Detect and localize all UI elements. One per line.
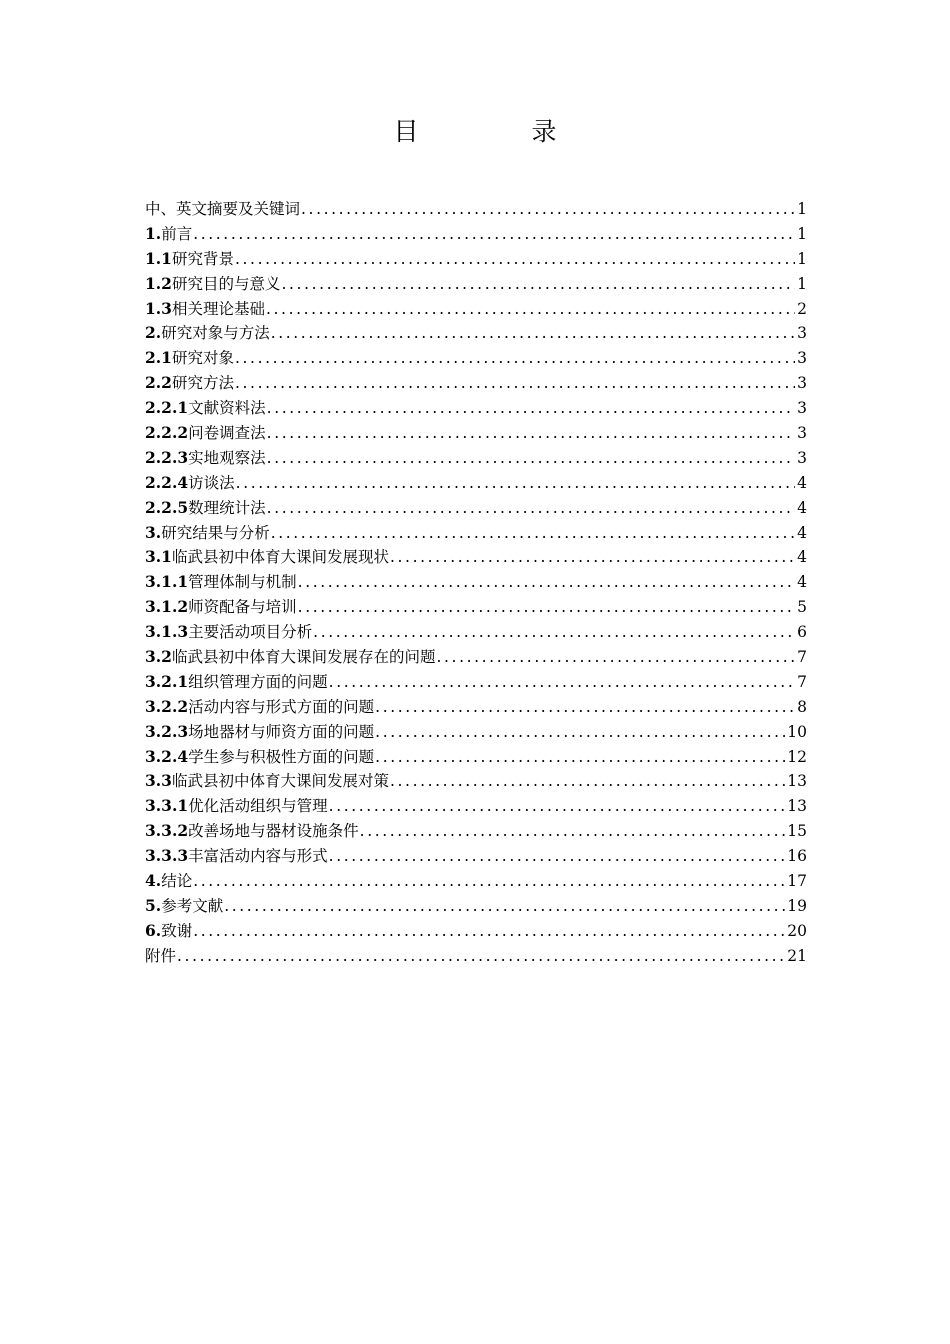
toc-entry-page-number: 4 (797, 473, 807, 492)
toc-entry-page-number: 13 (787, 772, 807, 791)
toc-dot-leader (193, 869, 785, 894)
toc-dot-leader (267, 446, 795, 471)
toc-dot-leader (436, 645, 795, 670)
toc-entry-page-number: 4 (797, 523, 807, 542)
toc-dot-leader (375, 695, 795, 720)
toc-entry-number: 1.3 (145, 298, 172, 318)
toc-entry-label: 研究结果与分析 (161, 523, 270, 542)
toc-entry-number: 3.1.2 (145, 597, 189, 617)
toc-dot-leader (329, 670, 795, 695)
toc-entry-page-number: 3 (797, 448, 807, 467)
toc-entry[interactable] (145, 919, 807, 944)
toc-entry-page-number: 19 (787, 896, 807, 915)
toc-dot-leader (271, 521, 795, 546)
toc-entry-label: 数理统计法 (188, 498, 266, 517)
toc-entry[interactable] (145, 944, 807, 969)
toc-entry-label: 改善场地与器材设施条件 (188, 822, 359, 841)
toc-entry[interactable] (145, 745, 807, 770)
toc-entry-number: 2.2.5 (145, 497, 189, 517)
toc-dot-leader (235, 346, 795, 371)
toc-entry-label: 附件 (145, 946, 177, 965)
toc-entry[interactable] (145, 222, 807, 247)
toc-dot-leader (390, 769, 785, 794)
toc-dot-leader (298, 595, 795, 620)
toc-entry-label: 中、英文摘要及关键词 (145, 200, 301, 218)
toc-entry-page-number: 1 (797, 249, 807, 268)
toc-entry-number: 2. (145, 323, 162, 343)
toc-entry-label: 主要活动项目分析 (188, 623, 313, 642)
toc-entry-page-number: 13 (787, 797, 807, 816)
toc-entry-number: 4. (145, 871, 162, 891)
toc-dot-leader (360, 819, 786, 844)
toc-entry-page-number: 21 (787, 946, 807, 965)
toc-dot-leader (281, 272, 795, 297)
toc-entry-page-number: 4 (797, 573, 807, 592)
toc-entry-label: 实地观察法 (188, 448, 266, 467)
toc-dot-leader (267, 496, 795, 521)
toc-entry-number: 2.1 (145, 348, 172, 368)
toc-entry-page-number: 16 (787, 847, 807, 866)
toc-dot-leader (267, 421, 795, 446)
toc-entry[interactable] (145, 869, 807, 894)
toc-dot-leader (224, 894, 785, 919)
toc-entry-page-number: 8 (797, 697, 807, 716)
table-of-contents (145, 197, 807, 969)
toc-entry-number: 3.2.1 (145, 671, 189, 691)
toc-entry-page-number: 2 (797, 299, 807, 318)
toc-entry-page-number: 1 (797, 274, 807, 293)
toc-entry-label: 访谈法 (188, 473, 235, 492)
toc-entry-label: 研究目的与意义 (171, 274, 281, 293)
toc-entry-label: 参考文献 (161, 896, 224, 915)
toc-entry-number: 3. (145, 522, 162, 542)
toc-title: 目 录 (393, 117, 601, 146)
toc-entry-page-number: 10 (787, 722, 807, 741)
toc-entry-number: 3.2.4 (145, 746, 189, 766)
toc-entry-number: 3.1.1 (145, 572, 189, 592)
toc-entry[interactable] (145, 371, 807, 396)
toc-entry[interactable] (145, 446, 807, 471)
toc-dot-leader (235, 247, 795, 272)
toc-entry-label: 临武县初中体育大课间发展存在的问题 (171, 648, 436, 667)
toc-entry[interactable] (145, 521, 807, 546)
toc-entry-number: 2.2.4 (145, 472, 189, 492)
toc-entry-page-number: 3 (797, 324, 807, 343)
toc-entry-page-number: 3 (797, 424, 807, 443)
toc-entry-page-number: 7 (797, 648, 807, 667)
toc-entry[interactable] (145, 695, 807, 720)
toc-entry-number: 1.2 (145, 273, 172, 293)
toc-entry[interactable] (145, 620, 807, 645)
toc-entry-number: 3.3 (145, 771, 172, 791)
toc-dot-leader (375, 745, 785, 770)
toc-entry-number: 3.3.1 (145, 796, 189, 816)
toc-entry-label: 研究对象 (171, 349, 234, 368)
toc-dot-leader (266, 297, 795, 322)
toc-entry[interactable] (145, 570, 807, 595)
toc-dot-leader (177, 944, 785, 969)
toc-dot-leader (298, 570, 795, 595)
toc-entry-page-number: 7 (797, 672, 807, 691)
toc-entry-page-number: 3 (797, 374, 807, 393)
toc-dot-leader (301, 197, 795, 222)
toc-entry-label: 相关理论基础 (171, 299, 265, 318)
toc-entry-number: 1. (145, 223, 162, 243)
toc-entry[interactable] (145, 819, 807, 844)
toc-dot-leader (329, 844, 786, 869)
toc-entry[interactable] (145, 645, 807, 670)
toc-entry-label: 管理体制与机制 (188, 573, 297, 592)
toc-dot-leader (193, 919, 785, 944)
toc-entry-number: 3.2 (145, 647, 172, 667)
toc-entry[interactable] (145, 396, 807, 421)
toc-entry-label: 研究方法 (171, 374, 234, 393)
toc-entry-label: 结论 (161, 872, 193, 891)
toc-entry-page-number: 3 (797, 349, 807, 368)
toc-entry-page-number: 15 (787, 822, 807, 841)
toc-entry[interactable] (145, 545, 807, 570)
toc-entry-number: 5. (145, 895, 162, 915)
toc-entry[interactable] (145, 321, 807, 346)
toc-entry-label: 研究背景 (171, 249, 234, 268)
toc-entry-number: 3.3.2 (145, 821, 189, 841)
toc-entry-number: 2.2 (145, 373, 172, 393)
toc-entry-number: 2.2.2 (145, 423, 189, 443)
toc-entry[interactable] (145, 670, 807, 695)
toc-entry-number: 3.2.2 (145, 696, 189, 716)
toc-entry[interactable] (145, 471, 807, 496)
toc-entry-label: 场地器材与师资方面的问题 (188, 722, 375, 741)
toc-dot-leader (390, 545, 795, 570)
toc-entry-page-number: 1 (797, 224, 807, 243)
toc-entry[interactable] (145, 247, 807, 272)
toc-entry[interactable] (145, 894, 807, 919)
toc-entry[interactable] (145, 595, 807, 620)
toc-entry-label: 研究对象与方法 (161, 324, 270, 343)
toc-dot-leader (375, 720, 785, 745)
toc-entry-label: 组织管理方面的问题 (188, 672, 328, 691)
toc-entry-label: 临武县初中体育大课间发展对策 (171, 772, 389, 791)
toc-entry-label: 活动内容与形式方面的问题 (188, 697, 375, 716)
toc-entry[interactable] (145, 272, 807, 297)
toc-entry-label: 前言 (161, 224, 193, 243)
toc-entry-page-number: 12 (787, 747, 807, 766)
toc-entry-page-number: 3 (797, 399, 807, 418)
toc-entry-number: 3.3.3 (145, 846, 189, 866)
toc-entry-label: 文献资料法 (188, 399, 266, 418)
toc-entry-number: 2.2.3 (145, 447, 189, 467)
toc-entry-page-number: 6 (797, 623, 807, 642)
toc-entry-label: 学生参与积极性方面的问题 (188, 747, 375, 766)
toc-entry[interactable] (145, 421, 807, 446)
toc-entry-number: 3.2.3 (145, 721, 189, 741)
toc-entry-number: 1.1 (145, 248, 172, 268)
toc-entry[interactable] (145, 197, 807, 222)
toc-entry-page-number: 1 (797, 200, 807, 218)
toc-entry[interactable] (145, 496, 807, 521)
toc-entry[interactable] (145, 794, 807, 819)
toc-dot-leader (271, 321, 795, 346)
toc-entry-label: 致谢 (161, 921, 193, 940)
toc-entry[interactable] (145, 297, 807, 322)
toc-dot-leader (235, 371, 795, 396)
toc-entry-label: 优化活动组织与管理 (188, 797, 328, 816)
toc-dot-leader (193, 222, 795, 247)
toc-dot-leader (267, 396, 795, 421)
toc-dot-leader (313, 620, 795, 645)
toc-entry-number: 3.1.3 (145, 622, 189, 642)
toc-entry-page-number: 20 (787, 921, 807, 940)
toc-entry[interactable] (145, 720, 807, 745)
toc-entry[interactable] (145, 769, 807, 794)
toc-entry-number: 3.1 (145, 547, 172, 567)
toc-entry-label: 师资配备与培训 (188, 598, 297, 617)
toc-entry-label: 临武县初中体育大课间发展现状 (171, 548, 389, 567)
toc-entry[interactable] (145, 346, 807, 371)
toc-dot-leader (329, 794, 786, 819)
toc-entry-number: 2.2.1 (145, 398, 189, 418)
toc-entry[interactable] (145, 844, 807, 869)
toc-entry-page-number: 4 (797, 548, 807, 567)
toc-entry-page-number: 5 (797, 598, 807, 617)
toc-dot-leader (236, 471, 795, 496)
toc-entry-page-number: 4 (797, 498, 807, 517)
toc-entry-label: 问卷调查法 (188, 424, 266, 443)
toc-entry-label: 丰富活动内容与形式 (188, 847, 328, 866)
toc-entry-number: 6. (145, 920, 162, 940)
toc-entry-page-number: 17 (787, 872, 807, 891)
